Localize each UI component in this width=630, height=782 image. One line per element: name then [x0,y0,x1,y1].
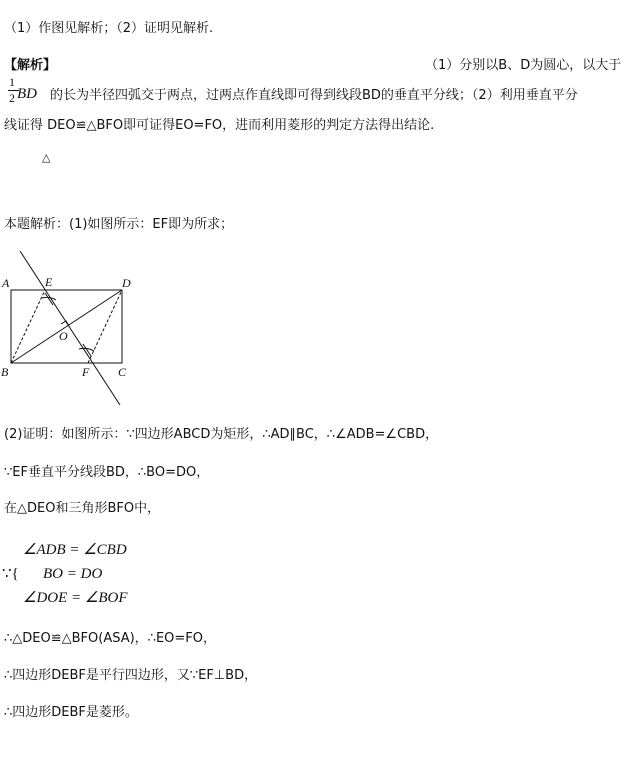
point-label-o: O [59,329,68,343]
fraction-variable: BD [17,86,37,102]
geometry-figure [0,248,150,408]
equation-2: BO = DO [43,566,103,582]
answer-summary: （1）作图见解析；（2）证明见解析. [4,21,214,36]
analysis-tag: 【解析】 [4,58,57,73]
point-label-a: A [2,276,10,290]
equation-3: ∠DOE = ∠BOF [23,590,128,606]
proof-line1: (2)证明：如图所示：∵四边形ABCD为矩形，∴AD∥BC，∴∠ADB=∠CBD， [4,427,439,442]
conclusion-line3: ∴四边形DEBF是菱形。 [4,705,138,720]
point-label-b: B [1,365,9,379]
analysis-line3: 线证得 DEO≌△BFO即可证得EO=FO，进而利用菱形的判定方法得出结论. [4,118,435,133]
fraction-numerator: 1 [9,75,15,89]
equation-system [0,538,200,610]
analysis-step1-start: （1）分别以B、D为圆心，以大于 [425,58,622,73]
conclusion-line2: ∴四边形DEBF是平行四边形，又∵EF⊥BD， [4,668,258,683]
conclusion-line1: ∴△DEO≌△BFO(ASA)，∴EO=FO， [4,631,216,646]
proof-line3: 在△DEO和三角形BFO中， [4,501,161,516]
fraction-denominator: 2 [9,91,15,105]
equation-1: ∠ADB = ∠CBD [23,542,127,558]
because-brace: ∵{ [2,566,19,582]
triangle-symbol: △ [42,151,51,164]
proof-line2: ∵EF垂直平分线段BD，∴BO=DO， [4,465,210,480]
solution-intro: 本题解析：(1)如图所示：EF即为所求； [4,217,234,232]
point-label-f: F [82,365,90,379]
point-label-c: C [118,365,127,379]
analysis-line2: 的长为半径四弧交于两点，过两点作直线即可得到线段BD的垂直平分线；（2）利用垂直平分 [50,88,578,103]
point-label-d: D [122,276,131,290]
perpendicular-bisector-ef [20,251,120,405]
point-label-e: E [45,275,53,289]
